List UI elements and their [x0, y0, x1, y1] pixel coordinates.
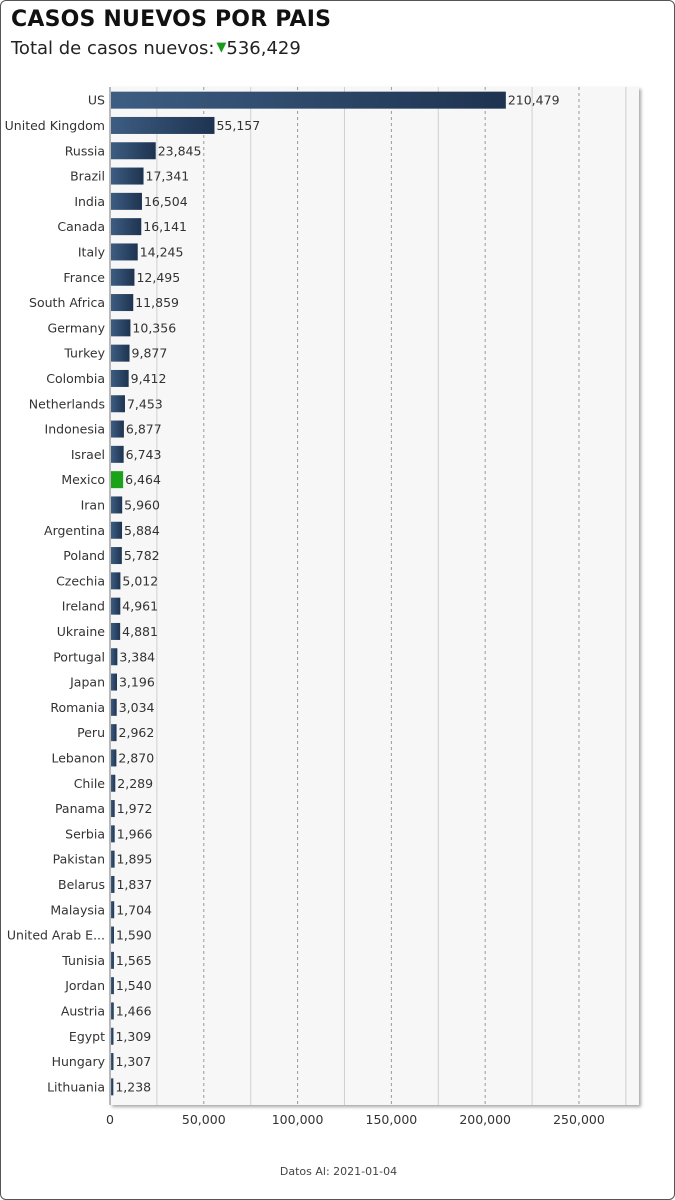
bar: [111, 496, 122, 513]
category-label: Hungary: [51, 1054, 105, 1070]
value-label: 6,877: [125, 421, 162, 437]
category-label: Belarus: [58, 876, 105, 892]
footer: [1, 1165, 675, 1178]
category-label: Chile: [73, 775, 105, 791]
bar: [111, 547, 122, 564]
category-label: Turkey: [64, 345, 105, 361]
value-label: 9,412: [130, 370, 167, 386]
value-label: 3,196: [118, 674, 155, 690]
category-label: United Arab E...: [6, 927, 105, 943]
bar: [111, 142, 156, 159]
category-label: Argentina: [44, 522, 105, 538]
category-label: Romania: [50, 699, 105, 715]
x-tick-label: 0: [106, 1112, 114, 1127]
category-label: Canada: [57, 219, 105, 235]
bar: [111, 598, 120, 615]
value-label: 5,012: [122, 573, 159, 589]
category-label: Jordan: [65, 978, 105, 994]
bar: [111, 345, 130, 362]
value-label: 14,245: [139, 244, 184, 260]
value-label: 5,960: [124, 497, 160, 513]
value-label: 7,453: [126, 396, 163, 412]
total-value: 536,429: [226, 38, 301, 59]
value-label: 3,034: [118, 699, 155, 715]
bar: [111, 395, 125, 412]
value-label: 4,961: [122, 598, 159, 614]
bar-chart: [1, 1, 674, 1151]
category-label: South Africa: [29, 295, 105, 311]
bar: [111, 218, 141, 235]
bar: [111, 674, 117, 691]
value-label: 210,479: [507, 92, 560, 108]
bar: [111, 319, 130, 336]
bar: [111, 648, 117, 665]
bar: [111, 446, 124, 463]
bar: [111, 471, 123, 488]
bar: [111, 876, 114, 893]
category-label: Panama: [54, 801, 105, 817]
category-label: Israel: [70, 446, 105, 462]
x-tick-label: 200,000: [459, 1112, 512, 1127]
value-label: 55,157: [216, 117, 261, 133]
value-label: 1,565: [115, 952, 152, 968]
value-label: 1,238: [115, 1079, 152, 1095]
category-label: Germany: [47, 320, 105, 336]
value-label: 2,289: [117, 775, 154, 791]
value-label: 1,895: [116, 851, 153, 867]
bar: [111, 825, 115, 842]
category-label: Italy: [77, 244, 105, 260]
bar: [111, 927, 114, 944]
category-label: Tunisia: [62, 952, 105, 968]
value-label: 1,540: [115, 978, 152, 994]
value-label: 10,356: [132, 320, 177, 336]
bar: [111, 168, 144, 185]
value-label: 12,495: [136, 269, 181, 285]
total-label: Total de casos nuevos:: [11, 38, 215, 59]
plot-area: [110, 87, 639, 1105]
category-label: Serbia: [65, 826, 105, 842]
bar: [111, 117, 214, 134]
bar: [111, 724, 117, 741]
value-label: 6,743: [125, 446, 162, 462]
value-label: 16,141: [143, 219, 188, 235]
value-label: 11,859: [135, 295, 179, 311]
bar: [111, 1053, 113, 1070]
category-label: Malaysia: [50, 902, 105, 918]
value-label: 3,384: [119, 649, 156, 665]
value-label: 1,966: [116, 826, 153, 842]
category-label: United Kingdom: [4, 117, 105, 133]
x-tick-label: 100,000: [271, 1112, 324, 1127]
trend-down-icon: ▼: [216, 40, 227, 55]
bar: [111, 522, 122, 539]
category-label: Japan: [70, 674, 105, 690]
bar: [111, 1002, 114, 1019]
bar: [111, 901, 114, 918]
bar: [111, 421, 124, 438]
value-label: 1,309: [115, 1028, 152, 1044]
x-tick-label: 50,000: [181, 1112, 226, 1127]
category-label: Russia: [64, 143, 105, 159]
value-label: 1,307: [115, 1054, 152, 1070]
category-label: Mexico: [61, 472, 105, 488]
category-label: France: [63, 269, 105, 285]
bar: [111, 572, 120, 589]
bar: [111, 243, 138, 260]
category-label: Indonesia: [44, 421, 105, 437]
x-tick-label: 250,000: [553, 1112, 605, 1127]
category-label: Brazil: [70, 168, 105, 184]
category-label: Austria: [60, 1003, 105, 1019]
value-label: 23,845: [157, 143, 202, 159]
category-label: Iran: [80, 497, 105, 513]
value-label: 9,877: [131, 345, 168, 361]
value-label: 1,466: [115, 1003, 152, 1019]
value-label: 1,837: [116, 876, 153, 892]
category-label: Ireland: [61, 598, 105, 614]
category-label: Portugal: [53, 649, 105, 665]
bar: [111, 193, 142, 210]
bar: [111, 294, 133, 311]
category-label: Czechia: [56, 573, 105, 589]
bar: [111, 749, 116, 766]
value-label: 6,464: [125, 472, 161, 488]
bar: [111, 370, 129, 387]
value-label: 4,881: [122, 623, 158, 639]
bar: [111, 623, 120, 640]
chart-title: CASOS NUEVOS POR PAIS: [11, 7, 332, 32]
value-label: 5,782: [123, 548, 160, 564]
bar: [111, 851, 115, 868]
bar: [111, 800, 115, 817]
value-label: 2,870: [118, 750, 155, 766]
footer-date: 2021-01-04: [333, 1165, 398, 1178]
bar: [111, 1078, 113, 1095]
bar: [111, 92, 506, 109]
bar: [111, 1028, 113, 1045]
category-label: Lithuania: [47, 1079, 105, 1095]
category-label: Egypt: [68, 1028, 105, 1044]
category-label: Lebanon: [51, 750, 105, 766]
value-label: 2,962: [118, 725, 155, 741]
category-label: Colombia: [46, 370, 105, 386]
category-label: Netherlands: [28, 396, 105, 412]
bar: [111, 269, 134, 286]
footer-label: Datos Al:: [279, 1165, 330, 1178]
category-label: Pakistan: [52, 851, 105, 867]
category-label: India: [74, 193, 105, 209]
value-label: 16,504: [143, 193, 188, 209]
value-label: 1,704: [116, 902, 152, 918]
category-label: Poland: [63, 548, 105, 564]
bar: [111, 952, 114, 969]
value-label: 5,884: [124, 522, 160, 538]
bar: [111, 699, 117, 716]
value-label: 17,341: [145, 168, 190, 184]
category-label: Peru: [77, 725, 105, 741]
bar: [111, 977, 114, 994]
x-tick-label: 150,000: [365, 1112, 418, 1127]
category-label: Ukraine: [56, 623, 105, 639]
value-label: 1,590: [115, 927, 152, 943]
bar: [111, 775, 115, 792]
value-label: 1,972: [116, 801, 153, 817]
category-label: US: [87, 92, 105, 108]
